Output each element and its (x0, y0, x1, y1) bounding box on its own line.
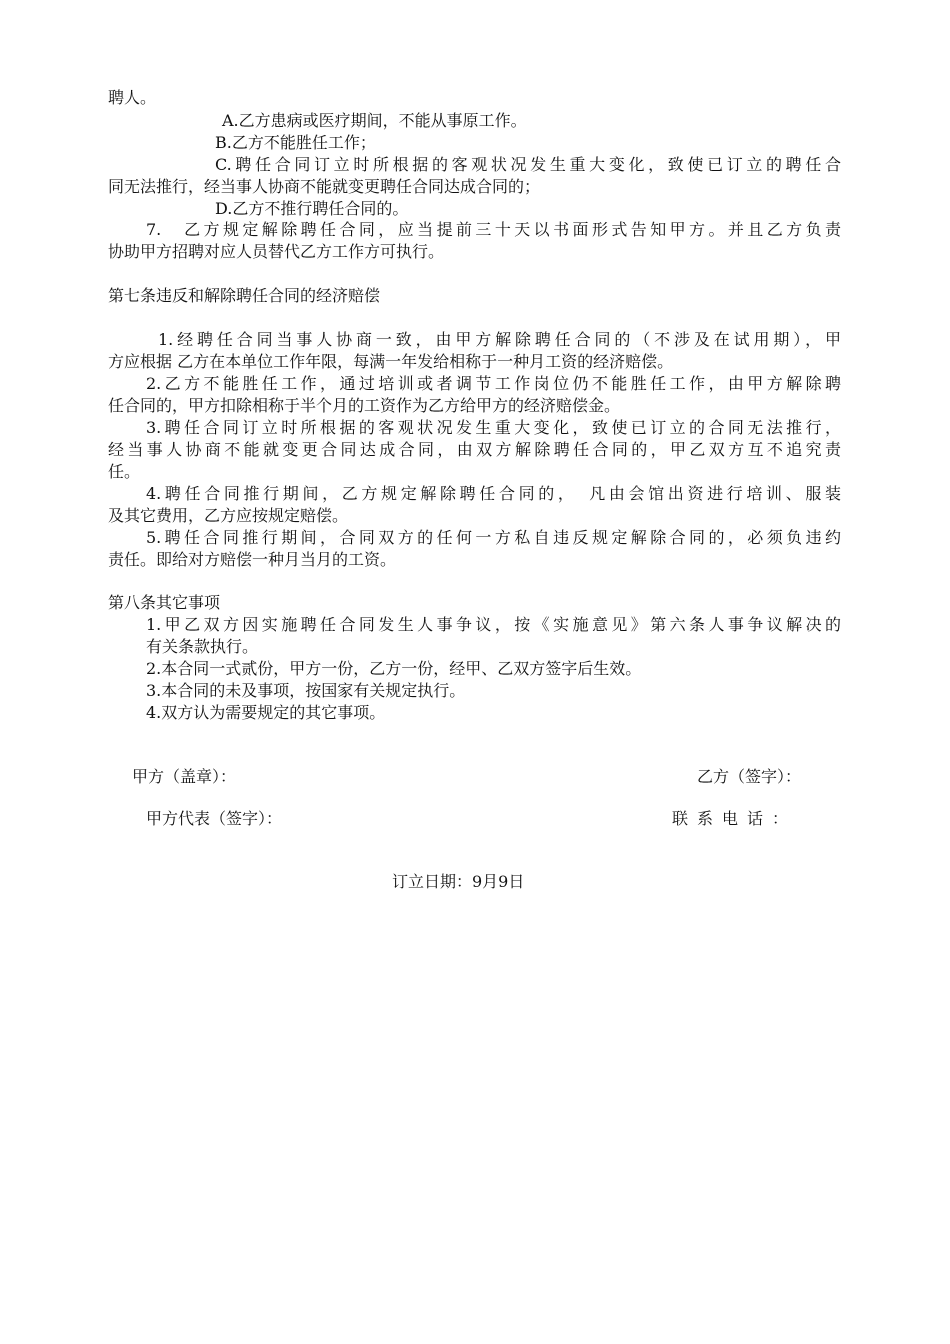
party-a-seal-label: 甲方（盖章）： (132, 767, 237, 786)
clause7-line2: 协助甲方招聘对应人员替代乙方工作方可执行。 (108, 242, 445, 261)
signing-date: 订立日期：9月9日 (392, 872, 525, 891)
s8-p4: 4.双方认为需要规定的其它事项。 (146, 703, 386, 722)
s8-p1-line2: 有关条款执行。 (146, 637, 259, 656)
s7-p5-line1: 5.聘任合同推行期间，合同双方的任何一方私自违反规定解除合同的，必须负违约 (146, 528, 841, 547)
item-b: B.乙方不能胜任工作； (215, 133, 376, 152)
s7-p2-line1: 2.乙方不能胜任工作，通过培训或者调节工作岗位仍不能胜任工作，由甲方解除聘 (146, 374, 841, 393)
s8-p1-line1: 1.甲乙双方因实施聘任合同发生人事争议，按《实施意见》第六条人事争议解决的 (146, 615, 841, 634)
s7-p3-line3: 任。 (108, 462, 141, 481)
s8-p2: 2.本合同一式贰份，甲方一份，乙方一份，经甲、乙双方签字后生效。 (146, 659, 642, 678)
phone-label: 联系电话： (672, 809, 798, 828)
clause7-line1: 7. 乙方规定解除聘任合同，应当提前三十天以书面形式告知甲方。并且乙方负责 (146, 220, 841, 239)
s7-p4-line2: 及其它费用，乙方应按规定赔偿。 (108, 506, 349, 525)
s8-p3: 3.本合同的未及事项，按国家有关规定执行。 (146, 681, 466, 700)
s7-p2-line2: 任合同的，甲方扣除相称于半个月的工资作为乙方给甲方的经济赔偿金。 (108, 396, 621, 415)
item-c-line2: 同无法推行，经当事人协商不能就变更聘任合同达成合同的； (108, 177, 541, 196)
s7-p3-line1: 3.聘任合同订立时所根据的客观状况发生重大变化，致使已订立的合同无法推行， (146, 418, 841, 437)
item-c-line1: C.聘任合同订立时所根据的客观状况发生重大变化，致使已订立的聘任合 (215, 155, 841, 174)
item-d: D.乙方不推行聘任合同的。 (215, 199, 409, 218)
s7-p3-line2: 经当事人协商不能就变更合同达成合同，由双方解除聘任合同的，甲乙双方互不追究责 (108, 440, 841, 459)
item-a: A.乙方患病或医疗期间，不能从事原工作。 (222, 111, 527, 130)
s7-p1-line1: 1.经聘任合同当事人协商一致，由甲方解除聘任合同的（不涉及在试用期），甲 (158, 330, 841, 349)
s7-p4-line1: 4.聘任合同推行期间，乙方规定解除聘任合同的， 凡由会馆出资进行培训、服装 (146, 484, 841, 503)
section7-heading: 第七条违反和解除聘任合同的经济赔偿 (108, 286, 381, 305)
s7-p1-line2: 方应根据 乙方在本单位工作年限，每满一年发给相称于一种月工资的经济赔偿。 (108, 352, 674, 371)
section6-continuation: 聘人。 (108, 88, 157, 107)
party-a-rep-label: 甲方代表（签字）： (146, 809, 283, 828)
section8-heading: 第八条其它事项 (108, 593, 221, 612)
s7-p5-line2: 责任。即给对方赔偿一种月当月的工资。 (108, 550, 397, 569)
party-b-sign-label: 乙方（签字）： (697, 767, 802, 786)
